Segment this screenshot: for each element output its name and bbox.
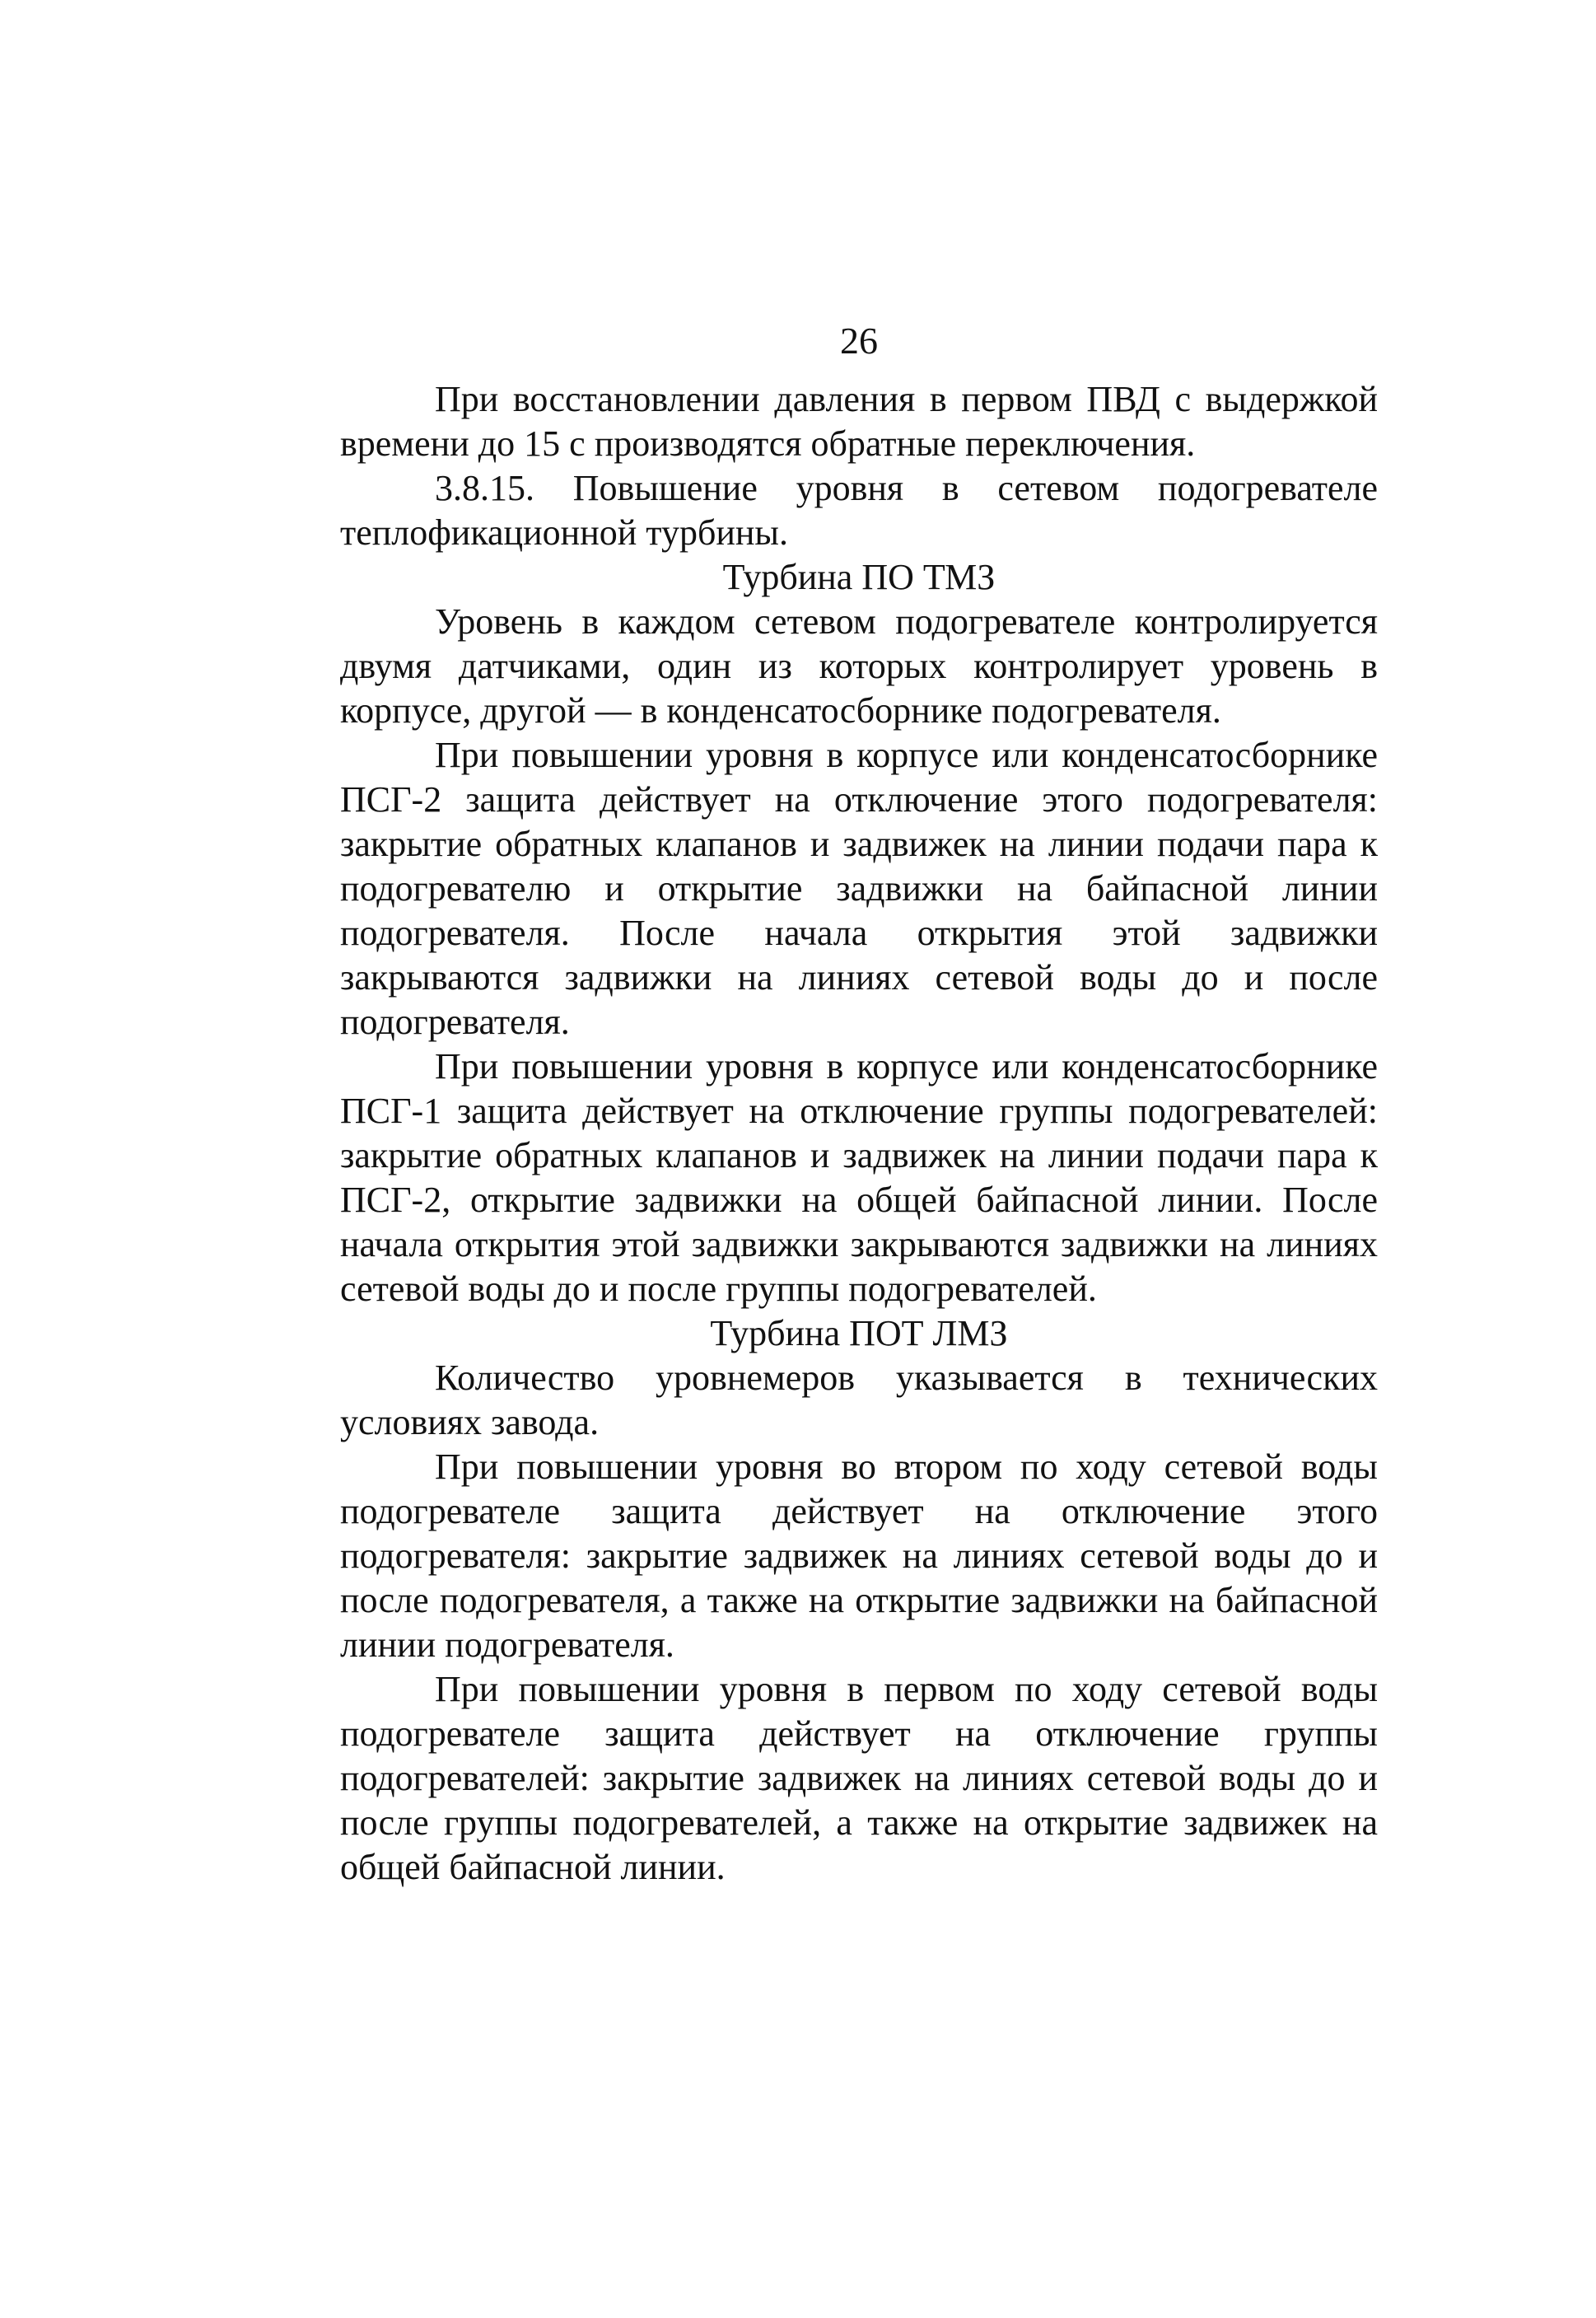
paragraph-second-heater-protection: При повышении уровня во втором по ходу сетевой воды подогревателе защита действует на отключение этого подогревателя: закрытие задвижек на линиях сетевой воды до и после подогревателя, а также на открытие задвижки на байпасной линии подогревателя.	[340, 1446, 1378, 1665]
document-page	[340, 316, 1378, 1890]
paragraph-section-title: 3.8.15. Повышение уровня в сетевом подогревателе теплофикационной турбины.	[340, 468, 1378, 553]
page-number: 26	[840, 320, 878, 362]
paragraph-first-heater-protection: При повышении уровня в первом по ходу сетевой воды подогревателе защита действует на отключение группы подогревателей: закрытие задвижек на линиях сетевой воды до и после группы подогревателей, а также на открытие задвижек на общей байпасной линии.	[340, 1669, 1378, 1887]
section-heading-pot-lmz: Турбина ПОТ ЛМЗ	[710, 1313, 1008, 1353]
paragraph-psg1-protection: При повышении уровня в корпусе или конденсатосборнике ПСГ-1 защита действует на отключение группы подогревателей: закрытие обратных клапанов и задвижек на линии подачи пара к ПСГ-2, открытие задвижки на общей байпасной линии. После начала открытия этой задвижки закрываются задвижки на линиях сетевой воды до и после группы подогревателей.	[340, 1046, 1378, 1309]
section-heading-po-tmz: Турбина ПО ТМЗ	[722, 557, 996, 597]
paragraph-pvd-restore: При восстановлении давления в первом ПВД с выдержкой времени до 15 с производятся обратные переключения.	[340, 379, 1378, 464]
paragraph-psg2-protection: При повышении уровня в корпусе или конденсатосборнике ПСГ-2 защита действует на отключение этого подогревателя: закрытие обратных клапанов и задвижек на линии подачи пара к подогревателю и открытие задвижки на байпасной линии подогревателя. После начала открытия этой задвижки закрываются задвижки на линиях сетевой воды до и после подогревателя.	[340, 735, 1378, 1042]
paragraph-level-sensors: Уровень в каждом сетевом подогревателе контролируется двумя датчиками, один из которых контролирует уровень в корпусе, другой — в конденсатосборнике подогревателя.	[340, 601, 1378, 731]
paragraph-level-meters-count: Количество уровнемеров указывается в технических условиях завода.	[340, 1358, 1378, 1442]
